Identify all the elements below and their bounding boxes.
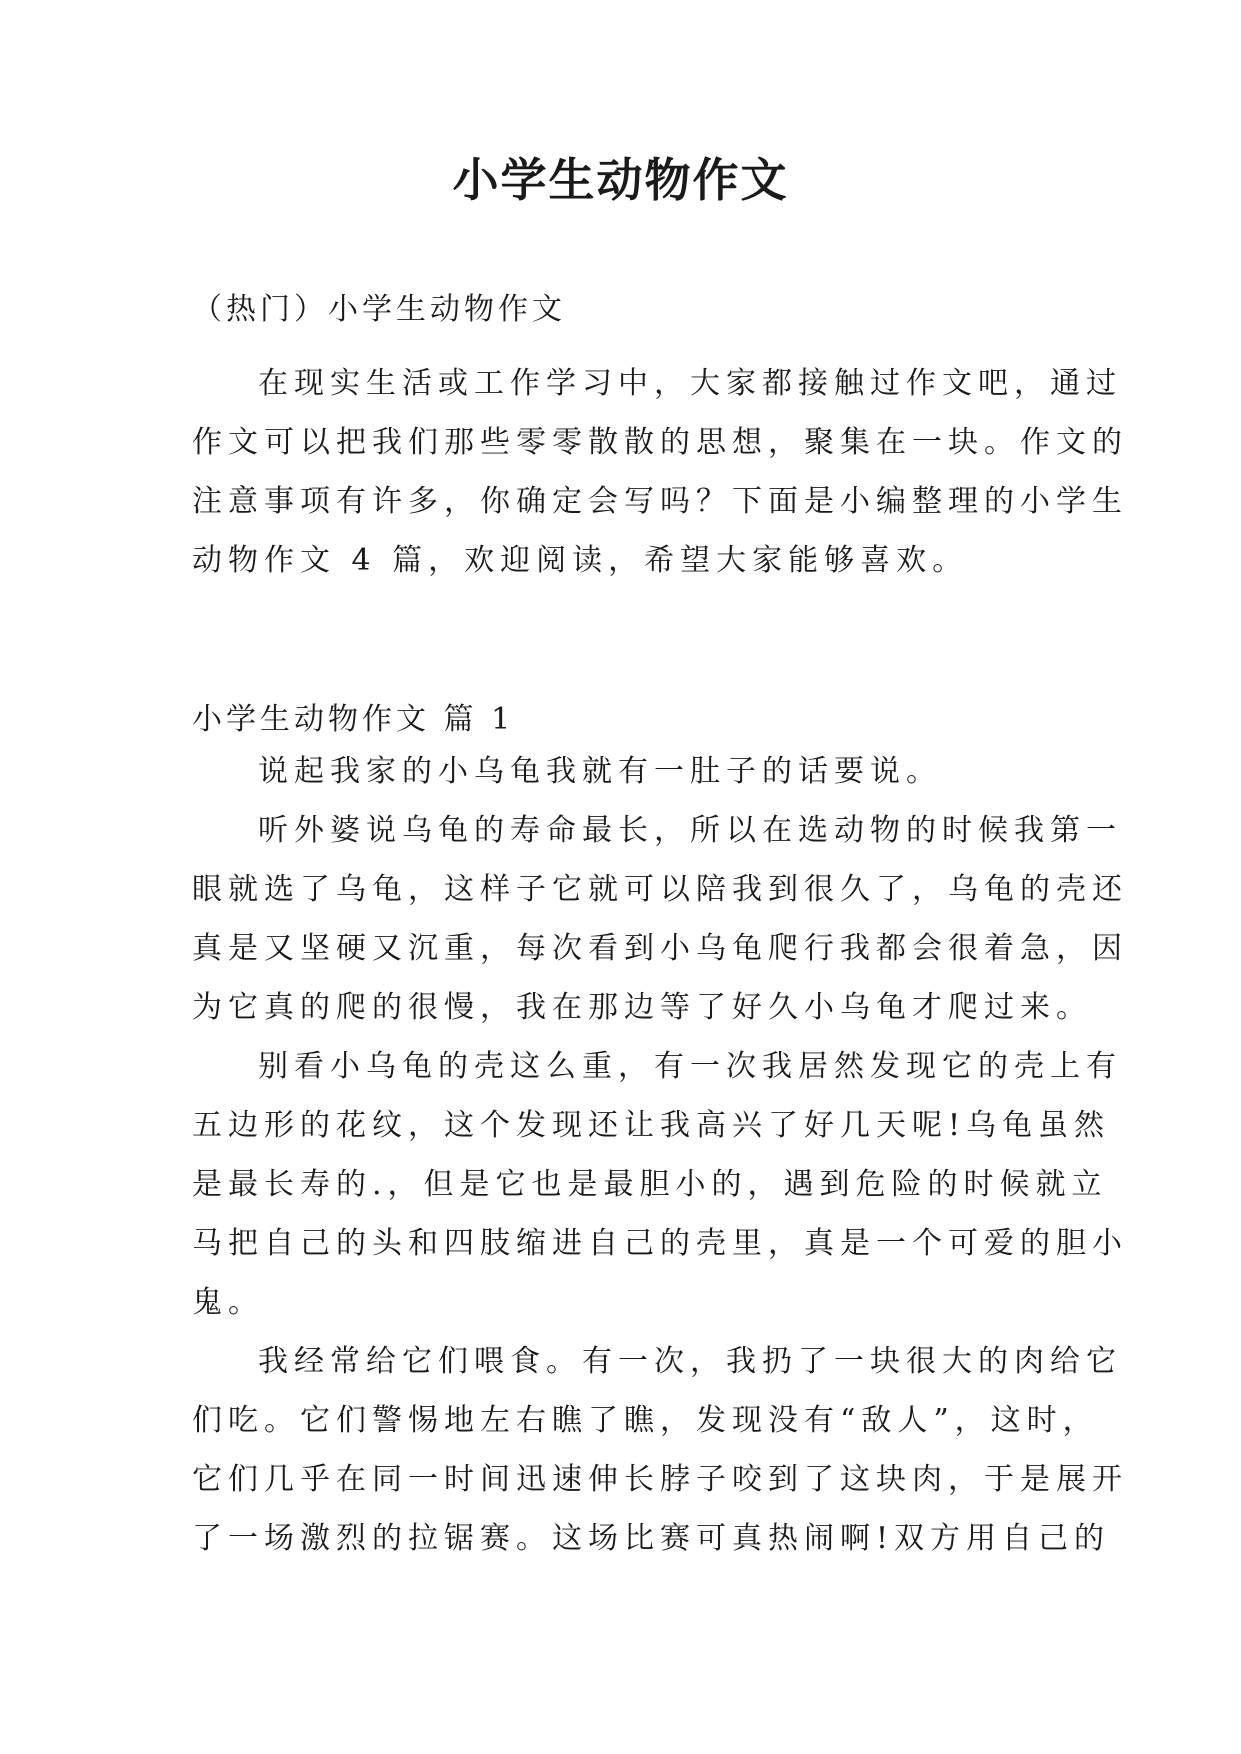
body-line: 鬼。 [192, 1285, 264, 1320]
body-line: 真是又坚硬又沉重，每次看到小乌龟爬行我都会很着急，因 [192, 931, 1128, 966]
intro-line: 注意事项有许多，你确定会写吗？下面是小编整理的小学生 [192, 484, 1128, 519]
intro-line: 动物作文 4 篇，欢迎阅读，希望大家能够喜欢。 [192, 543, 969, 578]
body-line: 是最长寿的.，但是它也是最胆小的，遇到危险的时候就立 [192, 1167, 1108, 1202]
body-line: 说起我家的小乌龟我就有一肚子的话要说。 [258, 754, 942, 789]
body-line: 别看小乌龟的壳这么重，有一次我居然发现它的壳上有 [258, 1049, 1122, 1084]
document-subtitle: （热门）小学生动物作文 [192, 292, 566, 327]
intro-paragraph [192, 354, 1128, 590]
body-line: 们吃。它们警惕地左右瞧了瞧，发现没有“敌人”，这时， [192, 1403, 1099, 1438]
body-line: 眼就选了乌龟，这样子它就可以陪我到很久了，乌龟的壳还 [192, 872, 1128, 907]
body-line: 它们几乎在同一时间迅速伸长脖子咬到了这块肉，于是展开 [192, 1462, 1128, 1497]
intro-line: 作文可以把我们那些零零散散的思想，聚集在一块。作文的 [192, 425, 1128, 460]
document-title: 小学生动物作文 [452, 153, 789, 207]
body-line: 了一场激烈的拉锯赛。这场比赛可真热闹啊!双方用自己的 [192, 1521, 1111, 1556]
body-line: 五边形的花纹，这个发现还让我高兴了好几天呢!乌龟虽然 [192, 1108, 1111, 1143]
body-line: 为它真的爬的很慢，我在那边等了好久小乌龟才爬过来。 [192, 990, 1092, 1025]
intro-line: 在现实生活或工作学习中，大家都接触过作文吧，通过 [258, 366, 1122, 401]
essay-body [192, 742, 1128, 1568]
section-heading: 小学生动物作文 篇 1 [192, 702, 515, 737]
body-line: 马把自己的头和四肢缩进自己的壳里，真是一个可爱的胆小 [192, 1226, 1128, 1261]
body-line: 听外婆说乌龟的寿命最长，所以在选动物的时候我第一 [258, 813, 1122, 848]
body-line: 我经常给它们喂食。有一次，我扔了一块很大的肉给它 [258, 1344, 1122, 1379]
